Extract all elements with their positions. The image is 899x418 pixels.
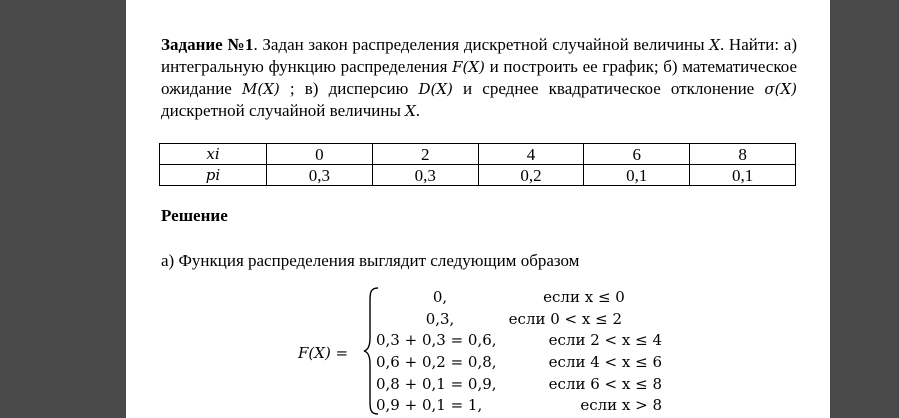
table-cell: 0,1 (690, 165, 796, 186)
task-text-6: дискретной случайной величины (161, 101, 406, 120)
case-value: 0, (432, 288, 448, 306)
task-statement (161, 34, 797, 122)
row-label-x: xi (160, 144, 267, 165)
case-condition: если 4 < x ≤ 6 (548, 353, 662, 371)
table-cell: 0,3 (372, 165, 478, 186)
row-label-p: pi (160, 165, 267, 186)
expectation-symbol: M(X) (242, 80, 280, 98)
case-condition: если x ≤ 0 (543, 288, 625, 306)
var-x: X (709, 36, 720, 54)
case-value: 0,6 + 0,2 = 0,8, (376, 353, 497, 371)
case-value: 0,3, (425, 310, 455, 328)
table-cell: 8 (690, 144, 796, 165)
case-value: 0,3 + 0,3 = 0,6, (376, 331, 497, 349)
task-text-1: . Задан закон распределения дискретной случайной величины (253, 35, 710, 54)
solution-heading: Решение (161, 206, 228, 225)
formula-lhs: F(X) = (298, 344, 349, 362)
document-page (126, 0, 830, 418)
task-text-4: ; в) дисперсию (279, 79, 419, 98)
case-condition: если x > 8 (580, 396, 662, 414)
task-text-7: . (415, 101, 421, 120)
table-row-p (160, 165, 796, 186)
table-row-x (160, 144, 796, 165)
table-cell: 0,3 (267, 165, 373, 186)
std-dev-symbol: σ(X) (764, 80, 797, 98)
table-cell: 6 (584, 144, 690, 165)
case-condition: если 0 < x ≤ 2 (508, 310, 622, 328)
table-cell: 0,2 (478, 165, 584, 186)
var-x-2: X (405, 102, 416, 120)
part-a-text: а) Функция распределения выглядит следующим образом (161, 251, 580, 270)
task-text-3: и построить ее график; б) математическое ожидание (161, 57, 797, 98)
table-cell: 0,1 (584, 165, 690, 186)
task-title: Задание №1 (161, 35, 254, 54)
table-cell: 2 (372, 144, 478, 165)
case-condition: если 6 < x ≤ 8 (548, 375, 662, 393)
cdf-symbol: F(X) (452, 58, 485, 76)
cdf-formula (126, 286, 830, 418)
table-cell: 0 (267, 144, 373, 165)
distribution-table (159, 143, 796, 186)
table-cell: 4 (478, 144, 584, 165)
case-condition: если 2 < x ≤ 4 (548, 331, 662, 349)
task-text-2: . Найти: а) интегральную функцию распределения (161, 35, 797, 76)
task-text-5: и среднее квадратическое отклонение (452, 79, 765, 98)
case-value: 0,8 + 0,1 = 0,9, (376, 375, 497, 393)
case-value: 0,9 + 0,1 = 1, (376, 396, 483, 414)
variance-symbol: D(X) (418, 80, 453, 98)
